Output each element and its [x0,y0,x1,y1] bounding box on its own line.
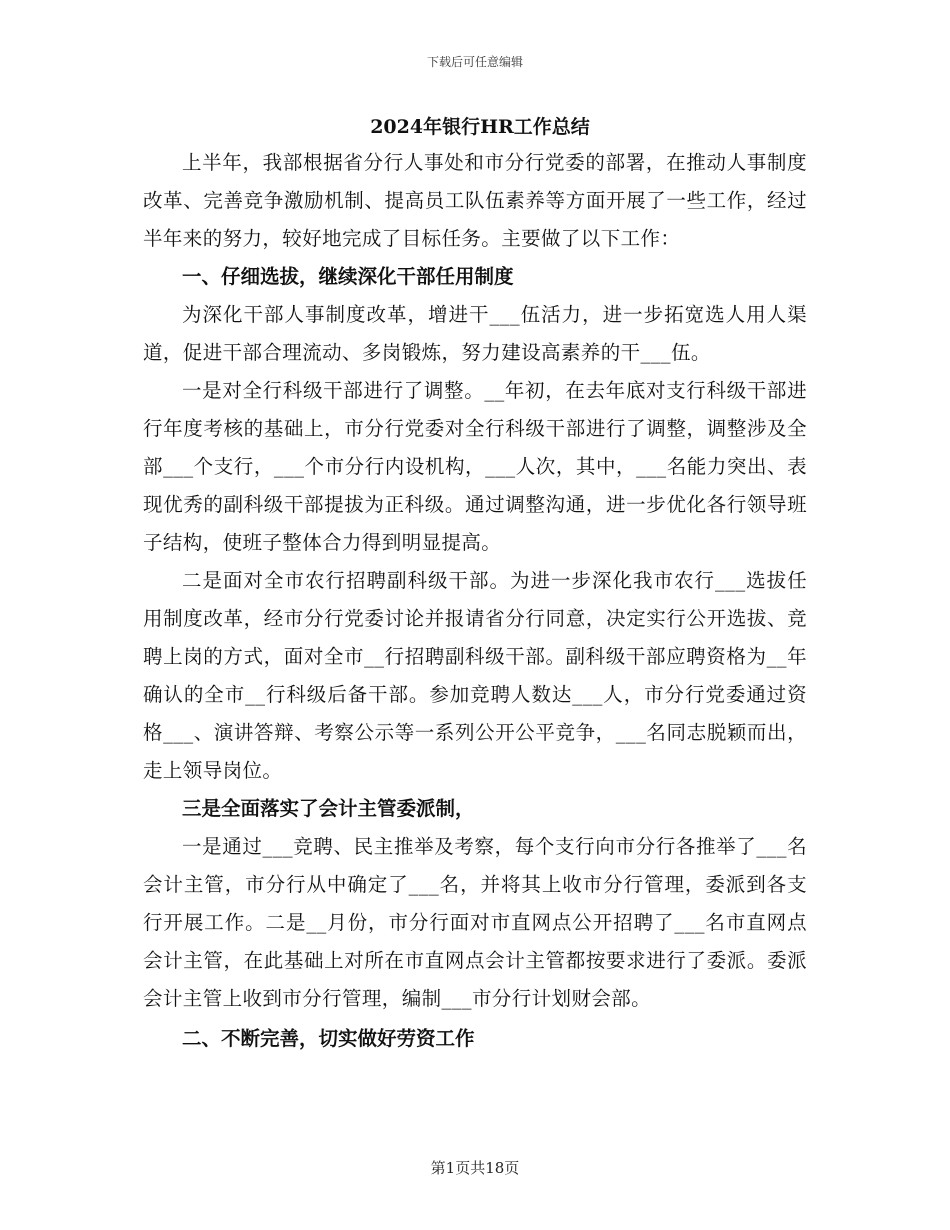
page-footer: 第1页共18页 [430,1159,520,1177]
document-title: 2024年银行HR工作总结 [370,116,590,138]
paragraph: 为深化干部人事制度改革，增进干___伍活力，进一步拓宽选人用人渠道，促进干部合理流动、多岗锻炼，努力建设高素养的干___伍。 [143,303,807,364]
document-body [143,110,807,1058]
paragraph: 二是面对全市农行招聘副科级干部。为进一步深化我市农行___选拔任用制度改革，经市分行党委讨论并报请省分行同意，决定实行公开选拔、竞聘上岗的方式，面对全市__行招聘副科级干部。副科级干部应聘资格为__年确认的全市__行科级后备干部。参加竞聘人数达___人，市分行党委通过资格___、演讲答辩、考察公示等一系列公开公平竞争，___名同志脱颖而出，走上领导岗位。 [143,569,807,782]
section-heading-3: 三是全面落实了会计主管委派制， [182,797,475,820]
page-header-note: 下载后可任意编辑 [426,55,523,69]
paragraph: 一是对全行科级干部进行了调整。__年初，在去年底对支行科级干部进行年度考核的基础上，市分行党委对全行科级干部进行了调整，调整涉及全部___个支行，___个市分行内设机构，___人次，其中，___名能力突出、表现优秀的副科级干部提拔为正科级。通过调整沟通，进一步优化各行领导班子结构，使班子整体合力得到明显提高。 [143,379,807,554]
intro-paragraph: 上半年，我部根据省分行人事处和市分行党委的部署，在推动人事制度改革、完善竞争激励机制、提高员工队伍素养等方面开展了一些工作，经过半年来的努力，较好地完成了目标任务。主要做了以下工作： [143,151,807,250]
paragraph: 一是通过___竞聘、民主推举及考察，每个支行向市分行各推举了___名会计主管，市分行从中确定了___名，并将其上收市分行管理，委派到各支行开展工作。二是__月份，市分行面对市直网点公开招聘了___名市直网点会计主管，在此基础上对所在市直网点会计主管都按要求进行了委派。委派会计主管上收到市分行管理，编制___市分行计划财会部。 [143,835,807,1010]
section-heading-2: 二、不断完善，切实做好劳资工作 [182,1027,475,1050]
section-heading-1: 一、仔细选拔，继续深化干部任用制度 [182,265,514,288]
